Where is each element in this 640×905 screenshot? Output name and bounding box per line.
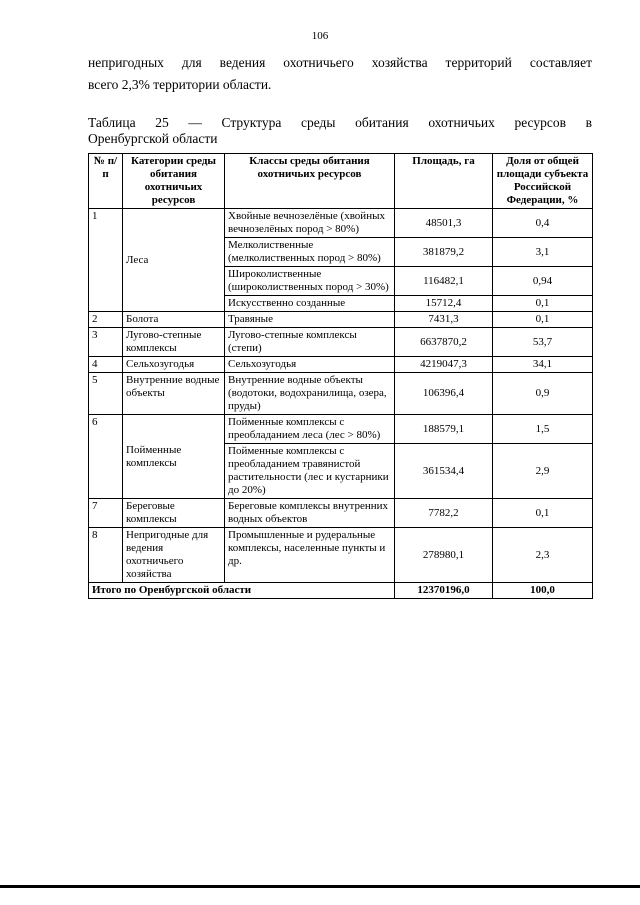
habitat-category: Береговые комплексы [123,499,225,528]
area-value: 48501,3 [395,209,493,238]
header-category: Категории среды обитания охотничьих ресурсов [123,154,225,209]
area-value: 7431,3 [395,312,493,328]
area-value: 116482,1 [395,267,493,296]
habitat-class: Береговые комплексы внутренних водных объектов [225,499,395,528]
habitat-class: Внутренние водные объекты (водотоки, водохранилища, озера, пруды) [225,373,395,415]
share-value: 0,4 [493,209,593,238]
area-value: 7782,2 [395,499,493,528]
share-value: 2,9 [493,444,593,499]
share-value: 53,7 [493,328,593,357]
row-number: 6 [89,415,123,499]
share-value: 3,1 [493,238,593,267]
habitat-class: Травяные [225,312,395,328]
table-row [89,373,593,415]
habitat-category: Внутренние водные объекты [123,373,225,415]
share-value: 0,1 [493,499,593,528]
header-area: Площадь, га [395,154,493,209]
row-number: 4 [89,357,123,373]
row-number: 8 [89,528,123,583]
table-row [89,415,593,444]
habitat-class: Пойменные комплексы с преобладанием травянистой растительности (лес и кустарники до 20%) [225,444,395,499]
header-number: № п/п [89,154,123,209]
table-row [89,528,593,583]
intro-paragraph [88,52,592,96]
intro-line-1: непригодных для ведения охотничьего хозяйства территорий составляет [88,55,592,70]
share-value: 1,5 [493,415,593,444]
habitat-category: Леса [123,209,225,312]
table-header-row [89,154,593,209]
habitat-class: Широколиственные (широколиственных пород > 30%) [225,267,395,296]
intro-line-2: всего 2,3% территории области. [88,77,272,92]
area-value: 106396,4 [395,373,493,415]
table-total-row [89,583,593,599]
caption-line-2: Оренбургской области [88,131,218,146]
area-value: 15712,4 [395,296,493,312]
page-number: 106 [311,30,329,42]
area-value: 361534,4 [395,444,493,499]
habitat-class: Хвойные вечнозелёные (хвойных вечнозелёных пород > 80%) [225,209,395,238]
area-value: 381879,2 [395,238,493,267]
share-value: 0,1 [493,296,593,312]
habitat-category: Сельхозугодья [123,357,225,373]
habitat-category: Непригодные для ведения охотничьего хозяйства [123,528,225,583]
row-number: 1 [89,209,123,312]
total-share: 100,0 [493,583,593,599]
habitat-structure-table [88,153,593,599]
habitat-class: Пойменные комплексы с преобладанием леса (лес > 80%) [225,415,395,444]
share-value: 0,9 [493,373,593,415]
area-value: 188579,1 [395,415,493,444]
habitat-category: Болота [123,312,225,328]
row-number: 2 [89,312,123,328]
header-share: Доля от общей площади субъекта Российской Федерации, % [493,154,593,209]
share-value: 0,94 [493,267,593,296]
habitat-class: Лугово-степные комплексы (степи) [225,328,395,357]
habitat-class: Мелколиственные (мелколиственных пород > 80%) [225,238,395,267]
share-value: 0,1 [493,312,593,328]
share-value: 34,1 [493,357,593,373]
row-number: 3 [89,328,123,357]
table-body [89,209,593,583]
habitat-class: Промышленные и рудеральные комплексы, населенные пункты и др. [225,528,395,583]
habitat-category: Лугово-степные комплексы [123,328,225,357]
share-value: 2,3 [493,528,593,583]
habitat-class: Сельхозугодья [225,357,395,373]
page-bottom-rule [0,885,640,888]
table-row [89,357,593,373]
total-area: 12370196,0 [395,583,493,599]
area-value: 6637870,2 [395,328,493,357]
area-value: 278980,1 [395,528,493,583]
habitat-class: Искусственно созданные [225,296,395,312]
table-row [89,209,593,238]
table-row [89,328,593,357]
table-row [89,499,593,528]
total-label: Итого по Оренбургской области [89,583,395,599]
area-value: 4219047,3 [395,357,493,373]
habitat-category: Пойменные комплексы [123,415,225,499]
row-number: 7 [89,499,123,528]
table-row [89,312,593,328]
caption-line-1: Таблица 25 — Структура среды обитания охотничьих ресурсов в [88,115,592,130]
table-caption [88,115,592,147]
row-number: 5 [89,373,123,415]
header-class: Классы среды обитания охотничьих ресурсов [225,154,395,209]
